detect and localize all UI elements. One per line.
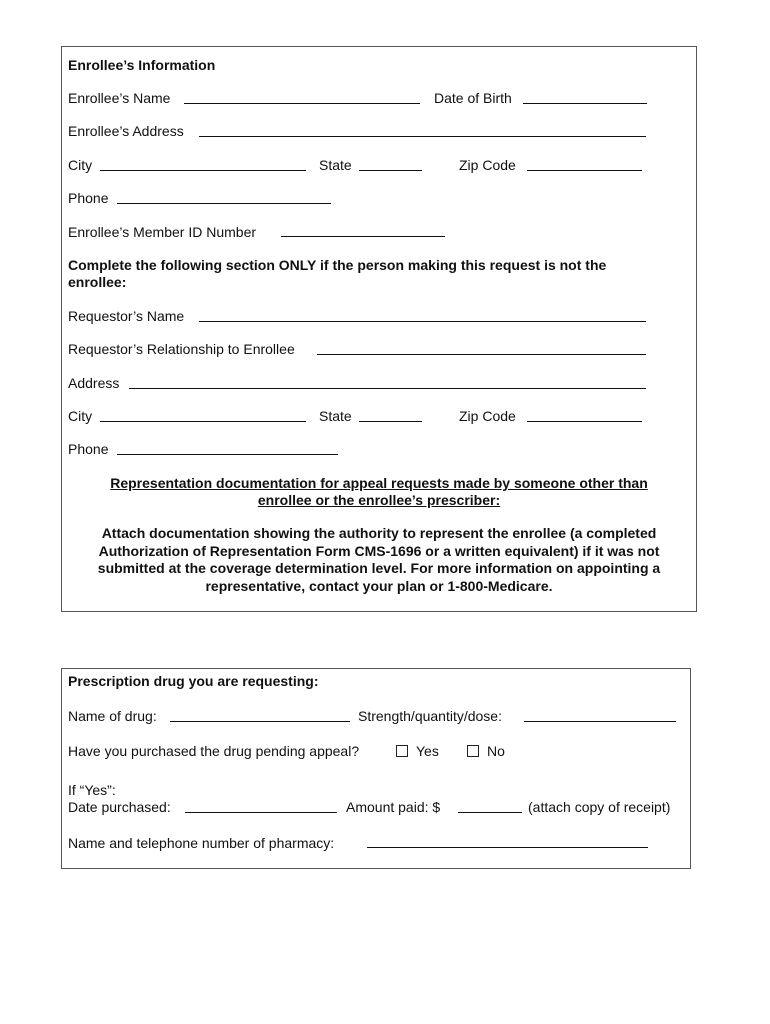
representation-heading: Representation documentation for appeal requests made by someone other than enrollee or the enrollee’s prescriber:: [110, 475, 648, 508]
receipt-note: (attach copy of receipt): [528, 799, 671, 815]
no-checkbox[interactable]: [467, 745, 479, 757]
requestor-city-field[interactable]: [100, 421, 306, 422]
drug-heading: Prescription drug you are requesting:: [68, 673, 319, 689]
yes-label: Yes: [416, 743, 439, 759]
strength-label: Strength/quantity/dose:: [358, 708, 502, 724]
date-of-birth-field[interactable]: [523, 103, 647, 104]
date-of-birth-label: Date of Birth: [434, 90, 512, 106]
amount-paid-label: Amount paid: $: [346, 799, 441, 815]
member-id-label: Enrollee’s Member ID Number: [68, 224, 257, 240]
requestor-phone-field[interactable]: [117, 454, 338, 455]
city-label: City: [68, 157, 93, 173]
pharmacy-label: Name and telephone number of pharmacy:: [68, 835, 335, 851]
phone-field[interactable]: [117, 203, 331, 204]
requestor-address-label: Address: [68, 375, 120, 391]
drug-name-label: Name of drug:: [68, 708, 157, 724]
no-label: No: [487, 743, 505, 759]
no-option[interactable]: [467, 743, 505, 759]
requestor-zip-code-label: Zip Code: [459, 408, 516, 424]
amount-paid-field[interactable]: [458, 812, 522, 813]
zip-code-field[interactable]: [527, 170, 642, 171]
yes-option[interactable]: [396, 743, 439, 759]
requestor-state-label: State: [319, 408, 352, 424]
requestor-relationship-field[interactable]: [317, 354, 646, 355]
representation-instructions: Attach documentation showing the authority to represent the enrollee (a completed Authorization of Representation Form CMS-1696 or a written equivalent) if it was not submitted at the coverage determination level. For more information on appointing a representative, contact your plan or 1-800-Medicare.: [97, 525, 661, 594]
enrollee-address-label: Enrollee’s Address: [68, 123, 184, 139]
strength-field[interactable]: [524, 721, 676, 722]
enrollee-information-section: [61, 46, 697, 612]
zip-code-label: Zip Code: [459, 157, 516, 173]
requestor-zip-code-field[interactable]: [527, 421, 642, 422]
state-field[interactable]: [359, 170, 422, 171]
enrollee-name-field[interactable]: [184, 103, 420, 104]
pharmacy-field[interactable]: [367, 847, 648, 848]
enrollee-heading: Enrollee’s Information: [68, 57, 216, 73]
purchased-question: Have you purchased the drug pending appeal?: [68, 743, 360, 759]
city-field[interactable]: [100, 170, 306, 171]
if-yes-label: If “Yes”:: [68, 782, 116, 798]
requestor-instructions: Complete the following section ONLY if the person making this request is not the enrollee:: [68, 257, 607, 290]
requestor-phone-label: Phone: [68, 441, 109, 457]
requestor-city-label: City: [68, 408, 93, 424]
requestor-relationship-label: Requestor’s Relationship to Enrollee: [68, 341, 295, 357]
yes-checkbox[interactable]: [396, 745, 408, 757]
enrollee-address-field[interactable]: [199, 136, 646, 137]
member-id-field[interactable]: [281, 236, 445, 237]
date-purchased-field[interactable]: [185, 812, 337, 813]
requestor-name-field[interactable]: [199, 321, 646, 322]
drug-name-field[interactable]: [170, 721, 350, 722]
requestor-state-field[interactable]: [359, 421, 422, 422]
state-label: State: [319, 157, 352, 173]
phone-label: Phone: [68, 190, 109, 206]
requestor-address-field[interactable]: [129, 388, 646, 389]
requestor-name-label: Requestor’s Name: [68, 308, 185, 324]
date-purchased-label: Date purchased:: [68, 799, 171, 815]
enrollee-name-label: Enrollee’s Name: [68, 90, 171, 106]
prescription-drug-section: [61, 668, 691, 869]
